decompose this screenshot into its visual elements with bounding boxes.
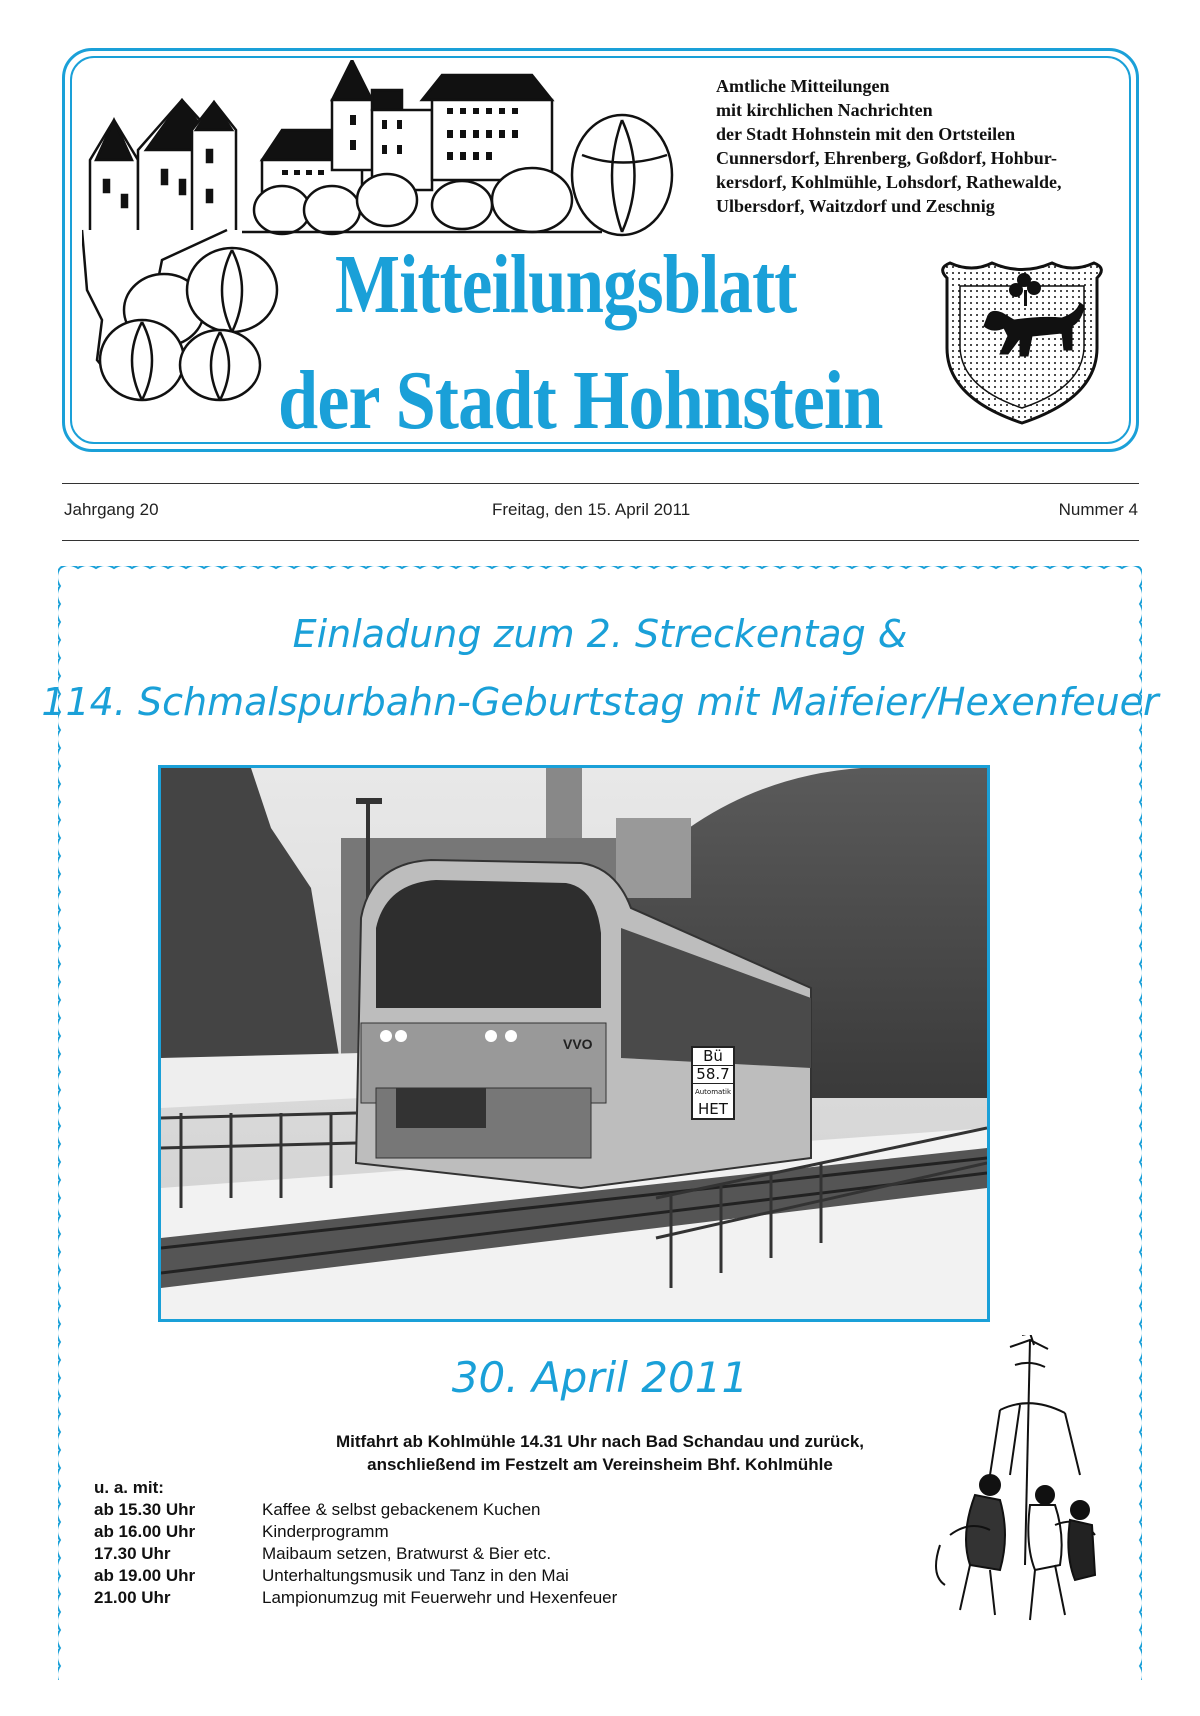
program-row bbox=[94, 1587, 617, 1609]
program-time: ab 15.30 Uhr bbox=[94, 1500, 196, 1519]
event-title-line1: Einladung zum 2. Streckentag & bbox=[292, 612, 908, 656]
level-crossing-sign bbox=[691, 1046, 735, 1120]
program-row bbox=[94, 1499, 617, 1521]
program-desc: Lampionumzug mit Feuerwehr und Hexenfeuer bbox=[262, 1588, 618, 1607]
program-desc: Kinderprogramm bbox=[262, 1522, 389, 1541]
ride-info-line: anschließend im Festzelt am Vereinsheim Bhf. Kohlmühle bbox=[367, 1455, 833, 1474]
masthead-title-line1: Mitteilungsblatt bbox=[335, 238, 797, 331]
program-desc: Maibaum setzen, Bratwurst & Bier etc. bbox=[262, 1544, 552, 1563]
intro-line: Cunnersdorf, Ehrenberg, Goßdorf, Hohbur- bbox=[716, 148, 1058, 168]
program-heading: u. a. mit: bbox=[94, 1478, 164, 1497]
issue-number: Nummer 4 bbox=[1058, 500, 1138, 519]
train-photo bbox=[158, 765, 990, 1322]
program-list bbox=[94, 1499, 617, 1609]
intro-text bbox=[716, 74, 1126, 218]
program-time: 21.00 Uhr bbox=[94, 1588, 171, 1607]
info-rule-bottom bbox=[62, 540, 1139, 541]
program-time: 17.30 Uhr bbox=[94, 1544, 171, 1563]
sign-line: 58.7 bbox=[693, 1065, 733, 1083]
program-desc: Unterhaltungsmusik und Tanz in den Mai bbox=[262, 1566, 569, 1585]
intro-line: Amtliche Mitteilungen bbox=[716, 76, 890, 96]
sign-line: Automatik bbox=[693, 1083, 733, 1101]
volume-label: Jahrgang 20 bbox=[64, 500, 159, 519]
event-date: 30. April 2011 bbox=[451, 1353, 749, 1402]
intro-line: kersdorf, Kohlmühle, Lohsdorf, Rathewalde, bbox=[716, 172, 1062, 192]
issue-date: Freitag, den 15. April 2011 bbox=[492, 500, 691, 519]
intro-line: Ulbersdorf, Waitzdorf und Zeschnig bbox=[716, 196, 995, 216]
intro-line: der Stadt Hohnstein mit den Ortsteilen bbox=[716, 124, 1016, 144]
program-time: ab 19.00 Uhr bbox=[94, 1566, 196, 1585]
program-time: ab 16.00 Uhr bbox=[94, 1522, 196, 1541]
maypole-dancers-icon bbox=[930, 1335, 1100, 1635]
info-rule-top bbox=[62, 483, 1139, 484]
sign-line: HET bbox=[698, 1100, 728, 1118]
event-title-line2: 114. Schmalspurbahn-Geburtstag mit Maifeier/Hexenfeuer bbox=[41, 680, 1159, 724]
intro-line: mit kirchlichen Nachrichten bbox=[716, 100, 933, 120]
masthead-title-line2: der Stadt Hohnstein bbox=[278, 354, 883, 447]
coat-of-arms-icon bbox=[932, 258, 1112, 428]
program-desc: Kaffee & selbst gebackenem Kuchen bbox=[262, 1500, 541, 1519]
sign-line: Bü bbox=[703, 1047, 723, 1065]
ride-info-line: Mitfahrt ab Kohlmühle 14.31 Uhr nach Bad Schandau und zurück, bbox=[335, 1432, 865, 1451]
program-row bbox=[94, 1565, 617, 1587]
train-brand-label: VVO bbox=[563, 1036, 593, 1052]
program-row bbox=[94, 1543, 617, 1565]
ride-info bbox=[250, 1430, 950, 1476]
program-row bbox=[94, 1521, 617, 1543]
